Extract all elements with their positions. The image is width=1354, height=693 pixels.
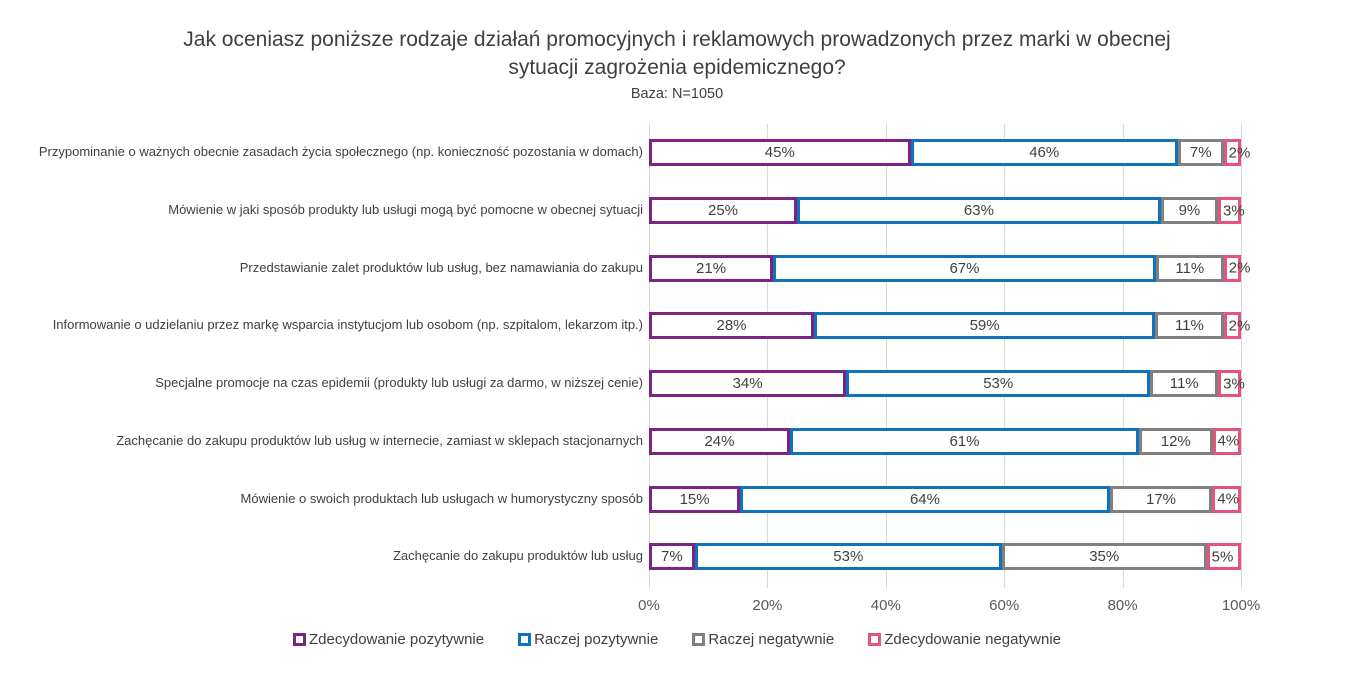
bar-segment-zdecydowanie-pozytywnie: [649, 428, 790, 455]
bar-segment-zdecydowanie-negatywnie: [1213, 428, 1242, 455]
bar-segment-raczej-pozytywnie: [797, 197, 1161, 224]
bar-track: [649, 139, 1251, 166]
bar-value-label: 2%: [1228, 259, 1251, 277]
bar-segment-raczej-negatywnie: [1161, 197, 1218, 224]
bar-value-label: 53%: [833, 548, 864, 566]
bar-row: [0, 124, 1354, 182]
bar-segment-raczej-pozytywnie: [773, 255, 1156, 282]
category-label: Informowanie o udzielaniu przez markę wsparcia instytucjom lub osobom (np. szpitalom, lekarzom itp.): [52, 317, 643, 333]
bar-segment-zdecydowanie-negatywnie: [1218, 370, 1245, 397]
category-label: Zachęcanie do zakupu produktów lub usług: [392, 548, 643, 564]
bar-segment-zdecydowanie-pozytywnie: [649, 370, 846, 397]
x-axis-tick-label: 60%: [989, 597, 1020, 614]
legend-marker-icon: [868, 633, 881, 646]
legend-item-raczej-negatywnie: [692, 631, 834, 648]
bar-row: [0, 413, 1354, 471]
bar-track: [649, 255, 1251, 282]
x-axis-tick-label: 20%: [752, 597, 783, 614]
category-label: Przypominanie o ważnych obecnie zasadach życia społecznego (np. konieczność pozostania w domach): [38, 144, 643, 160]
legend-marker-icon: [293, 633, 306, 646]
bar-value-label: 11%: [1169, 375, 1199, 393]
bar-value-label: 28%: [716, 317, 747, 335]
legend-label: Raczej negatywnie: [708, 631, 835, 648]
bar-row: [0, 239, 1354, 297]
bar-segment-zdecydowanie-pozytywnie: [649, 197, 797, 224]
bar-segment-zdecydowanie-negatywnie: [1212, 486, 1241, 513]
bar-segment-zdecydowanie-pozytywnie: [649, 139, 911, 166]
category-label: Mówienie o swoich produktach lub usługach w humorystyczny sposób: [240, 490, 643, 506]
bar-segment-zdecydowanie-negatywnie: [1207, 543, 1241, 570]
legend-marker-icon: [518, 633, 531, 646]
bar-segment-raczej-pozytywnie: [695, 543, 1002, 570]
bar-value-label: 34%: [732, 375, 763, 393]
legend-label: Zdecydowanie pozytywnie: [309, 631, 485, 648]
bar-value-label: 5%: [1211, 548, 1234, 566]
legend-item-zdecydowanie-negatywnie: [868, 631, 1061, 648]
bar-segment-raczej-negatywnie: [1150, 370, 1218, 397]
bar-segment-zdecydowanie-negatywnie: [1224, 139, 1251, 166]
category-label: Specjalne promocje na czas epidemii (produkty lub usługi za darmo, w niższej cenie): [155, 375, 643, 391]
bar-value-label: 3%: [1222, 202, 1245, 220]
legend-label: Zdecydowanie negatywnie: [884, 631, 1061, 648]
x-axis-tick-label: 0%: [638, 597, 660, 614]
legend-item-zdecydowanie-pozytywnie: [293, 631, 484, 648]
bar-segment-raczej-negatywnie: [1156, 255, 1224, 282]
x-axis-tick-label: 40%: [870, 597, 901, 614]
bar-value-label: 7%: [661, 548, 683, 566]
bar-segment-zdecydowanie-pozytywnie: [649, 486, 740, 513]
bar-value-label: 61%: [949, 432, 980, 450]
bar-value-label: 4%: [1217, 490, 1239, 508]
bar-value-label: 11%: [1175, 259, 1205, 277]
bar-value-label: 9%: [1178, 202, 1201, 220]
legend-label: Raczej pozytywnie: [534, 631, 659, 648]
bar-track: [649, 543, 1241, 570]
bar-segment-raczej-negatywnie: [1139, 428, 1212, 455]
bar-value-label: 67%: [949, 259, 980, 277]
category-label: Przedstawianie zalet produktów lub usług, bez namawiania do zakupu: [239, 259, 643, 275]
bar-value-label: 15%: [679, 490, 710, 508]
bar-segment-raczej-negatywnie: [1002, 543, 1207, 570]
bar-segment-raczej-pozytywnie: [740, 486, 1110, 513]
bar-segment-raczej-negatywnie: [1178, 139, 1224, 166]
bar-value-label: 21%: [696, 259, 727, 277]
bar-segment-raczej-negatywnie: [1110, 486, 1213, 513]
bar-segment-raczej-negatywnie: [1155, 312, 1223, 339]
bar-row: [0, 528, 1354, 586]
bar-track: [649, 370, 1245, 397]
bar-segment-zdecydowanie-negatywnie: [1224, 312, 1251, 339]
bar-track: [649, 312, 1251, 339]
legend-marker-icon: [692, 633, 705, 646]
bar-row: [0, 355, 1354, 413]
bar-value-label: 64%: [909, 490, 940, 508]
bar-segment-raczej-pozytywnie: [911, 139, 1178, 166]
bar-segment-raczej-pozytywnie: [846, 370, 1150, 397]
legend: [0, 631, 1354, 648]
bar-segment-zdecydowanie-negatywnie: [1224, 255, 1251, 282]
bar-value-label: 25%: [707, 202, 739, 220]
bar-value-label: 53%: [983, 375, 1014, 393]
bar-track: [649, 197, 1245, 224]
x-axis-tick-label: 100%: [1221, 597, 1261, 614]
bar-value-label: 63%: [963, 202, 994, 220]
bar-value-label: 59%: [969, 317, 1000, 335]
bar-track: [649, 428, 1241, 455]
bar-value-label: 17%: [1145, 490, 1177, 508]
bar-segment-zdecydowanie-negatywnie: [1218, 197, 1245, 224]
bar-segment-raczej-pozytywnie: [814, 312, 1155, 339]
category-label: Zachęcanie do zakupu produktów lub usług w internecie, zamiast w sklepach stacjonarnych: [116, 432, 643, 448]
bar-value-label: 3%: [1223, 375, 1245, 393]
bar-row: [0, 470, 1354, 528]
bar-value-label: 7%: [1189, 144, 1212, 162]
bar-value-label: 24%: [704, 432, 735, 450]
bar-value-label: 4%: [1217, 432, 1240, 450]
bar-value-label: 46%: [1029, 144, 1060, 162]
bar-value-label: 11%: [1174, 317, 1204, 335]
chart-subtitle: Baza: N=1050: [630, 86, 724, 102]
bar-value-label: 45%: [764, 144, 795, 162]
bar-row: [0, 297, 1354, 355]
legend-item-raczej-pozytywnie: [518, 631, 658, 648]
bar-segment-zdecydowanie-pozytywnie: [649, 543, 695, 570]
bar-value-label: 2%: [1228, 144, 1251, 162]
bar-row: [0, 182, 1354, 240]
bar-value-label: 12%: [1160, 432, 1191, 450]
bar-segment-zdecydowanie-pozytywnie: [649, 255, 773, 282]
bar-segment-zdecydowanie-pozytywnie: [649, 312, 814, 339]
bar-value-label: 2%: [1228, 317, 1251, 335]
chart-title: Jak oceniasz poniższe rodzaje działań promocyjnych i reklamowych prowadzonych przez marki w obecnej sytuacji zagrożenia epidemicznego?: [183, 28, 1171, 79]
bar-value-label: 35%: [1089, 548, 1120, 566]
bar-track: [649, 486, 1241, 513]
x-axis-tick-label: 80%: [1107, 597, 1138, 614]
bar-segment-raczej-pozytywnie: [790, 428, 1139, 455]
category-label: Mówienie w jaki sposób produkty lub usługi mogą być pomocne w obecnej sytuacji: [168, 202, 643, 218]
